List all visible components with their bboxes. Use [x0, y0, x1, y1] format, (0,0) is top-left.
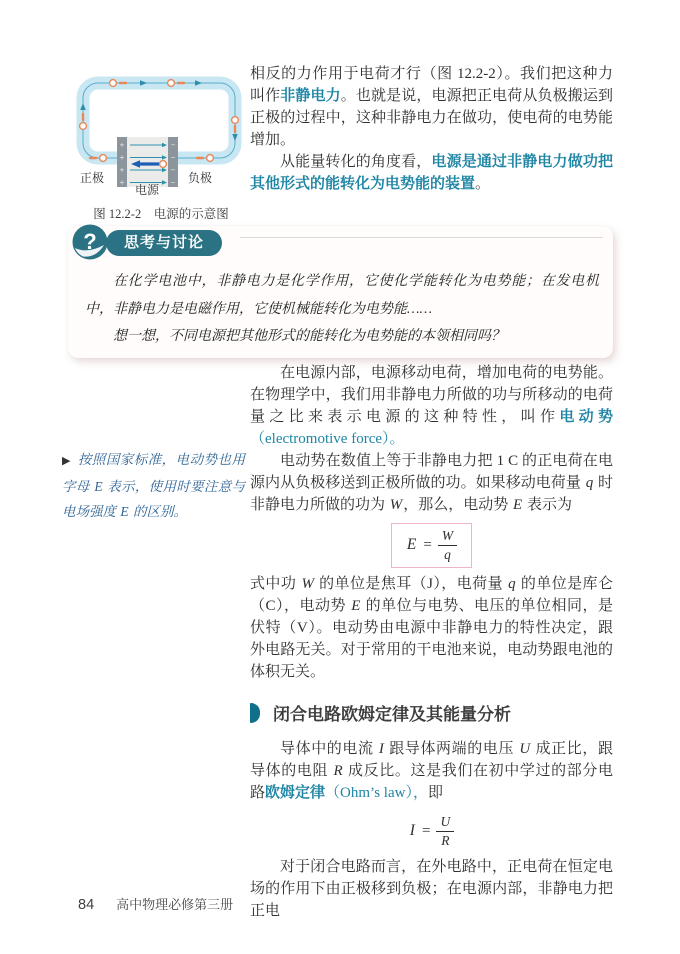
- minus-sign: −: [170, 153, 176, 162]
- text-segment: 在电源内部，电源移动电荷，增加电荷的电势能。在物理学中，我们用非静电力所做的功与所移动的电荷量之比来表示电源的这种特性，叫作: [250, 365, 613, 425]
- margin-note-text: [62, 452, 245, 519]
- fraction-numerator: W: [438, 528, 457, 546]
- plus-sign: +: [119, 153, 125, 162]
- text-segment: 跟导体两端的电压: [384, 741, 519, 758]
- paragraph: [250, 573, 613, 683]
- text-segment: 时非静电力所做的功为: [250, 475, 613, 513]
- text-segment: 表示，使用时要注意与电场强度: [62, 479, 246, 519]
- text-segment: 的区别。: [129, 504, 187, 519]
- minus-sign: −: [170, 140, 176, 150]
- text-segment: 电动势: [559, 409, 613, 425]
- plus-sign: +: [119, 165, 125, 175]
- text-segment: 电源是通过非静电力做功把其他形式的能转化为电势能的装置: [250, 154, 613, 192]
- battery: [117, 137, 178, 187]
- margin-note: [62, 447, 245, 524]
- main-text-column: [250, 362, 613, 922]
- text-segment: 的单位是库仑（C），电动势: [250, 576, 613, 615]
- formula-lhs: I: [409, 822, 415, 840]
- text-segment: W: [389, 497, 403, 513]
- triangle-bullet-icon: ▶: [62, 455, 71, 467]
- text-segment: E: [513, 497, 523, 513]
- formula-lhs: E: [406, 536, 417, 554]
- negative-terminal-label: 负极: [187, 171, 213, 185]
- discussion-paragraph: 在化学电池中，非静电力是化学作用，它使化学能转化为电势能；在发电机中，非静电力是电磁作用，它使机械能转化为电势能……: [85, 274, 599, 317]
- text-segment: 成反比。这是我们在初中学过的部分电路: [250, 763, 613, 802]
- think-discuss-title: 思考与讨论: [124, 234, 205, 251]
- text-segment: E: [351, 598, 361, 615]
- paragraph: [250, 151, 613, 195]
- question-glyph: ?: [83, 229, 97, 254]
- figure-caption: 图 12.2-2 电源的示意图: [93, 207, 229, 221]
- text-segment: 即: [427, 785, 443, 802]
- fraction-denominator: R: [441, 832, 450, 848]
- page-number: 84: [78, 897, 95, 913]
- text-segment: 式中功: [250, 576, 301, 593]
- paragraph: [250, 450, 613, 516]
- text-segment: 对于闭合电路而言，在外电路中，正电荷在恒定电场的作用下由正极移到负极；在电源内部，非静电力把正电: [250, 859, 613, 920]
- think-discuss-banner: [106, 230, 222, 256]
- formula-emf: [250, 523, 613, 568]
- minus-sign: −: [170, 165, 176, 175]
- discussion-paragraph: 想一想，不同电源把其他形式的能转化为电势能的本领相同吗？: [113, 329, 505, 344]
- text-segment: 的单位与电势、电压的单位相同，是伏特（V）。电动势由电源中非静电力的特性决定，跟外电路无关。对于常用的干电池来说，电动势跟电池的体积无关。: [250, 598, 613, 681]
- paragraph: [250, 738, 613, 804]
- text-segment: 。: [475, 176, 491, 192]
- intro-text-column: [250, 63, 613, 195]
- minus-sign: −: [170, 178, 176, 187]
- page-footer: [78, 894, 233, 913]
- paragraph: [250, 362, 613, 450]
- paragraph: [250, 63, 613, 151]
- power-source-diagram: [75, 68, 247, 196]
- text-segment: I: [378, 741, 384, 758]
- text-segment: 相反的力作用于电荷才行（图 12.2-2）。我们把这种力叫作: [250, 66, 613, 104]
- question-mark-icon: [71, 223, 109, 261]
- fraction: [438, 528, 457, 562]
- text-segment: U: [519, 741, 531, 758]
- fraction-numerator: U: [436, 814, 454, 832]
- text-segment: 非静电力: [280, 88, 341, 104]
- paragraph: [250, 856, 613, 922]
- fraction: [436, 814, 454, 848]
- text-segment: q: [585, 475, 594, 491]
- discussion-text: [85, 268, 599, 351]
- divider: [240, 237, 603, 238]
- source-label: 电源: [134, 183, 160, 196]
- text-segment: 成正比，跟导体的电阻: [250, 741, 613, 780]
- section-heading: [250, 700, 613, 725]
- text-segment: 欧姆定律: [265, 785, 326, 802]
- section-heading-text: 闭合电路欧姆定律及其能量分析: [273, 705, 511, 725]
- formula-ohm-body: [409, 811, 454, 851]
- formula-ohm: [250, 811, 613, 851]
- equals-sign: =: [421, 822, 431, 839]
- formula-emf-box: [391, 523, 472, 568]
- text-segment: 从能量转化的角度看，: [280, 154, 432, 170]
- section-bullet-icon: [250, 703, 260, 723]
- text-segment: ，那么，电动势: [403, 497, 513, 513]
- text-segment: 导体中的电流: [280, 741, 378, 758]
- text-segment: 电动势在数值上等于非静电力把 1 C 的正电荷在电源内从负极移送到正极所做的功。如果移动电荷量: [250, 453, 613, 491]
- text-segment: 。也就是说，电源把正电荷从负极搬运到正极的过程中，这种非静电力在做功，使电荷的电势能增加。: [250, 88, 613, 148]
- plus-sign: +: [119, 140, 125, 150]
- plus-sign: +: [119, 178, 125, 187]
- fraction-denominator: q: [444, 546, 451, 562]
- think-discuss-card: [68, 226, 613, 358]
- text-segment: q: [508, 576, 516, 593]
- figure-power-source: [75, 68, 247, 222]
- book-title: 高中物理必修第三册: [116, 897, 234, 912]
- text-segment: （electromotive force）。: [250, 431, 405, 447]
- equals-sign: =: [423, 536, 432, 553]
- text-segment: E: [94, 479, 103, 494]
- text-segment: W: [301, 576, 314, 593]
- positive-terminal-label: 正极: [79, 171, 105, 185]
- text-segment: 表示为: [523, 497, 572, 513]
- text-segment: R: [333, 763, 343, 780]
- text-segment: （Ohm’s law），: [325, 785, 428, 802]
- text-segment: E: [120, 504, 129, 519]
- text-segment: 的单位是焦耳（J），电荷量: [314, 576, 508, 593]
- text-segment: 按照国家标准，电动势也用字母: [62, 452, 245, 494]
